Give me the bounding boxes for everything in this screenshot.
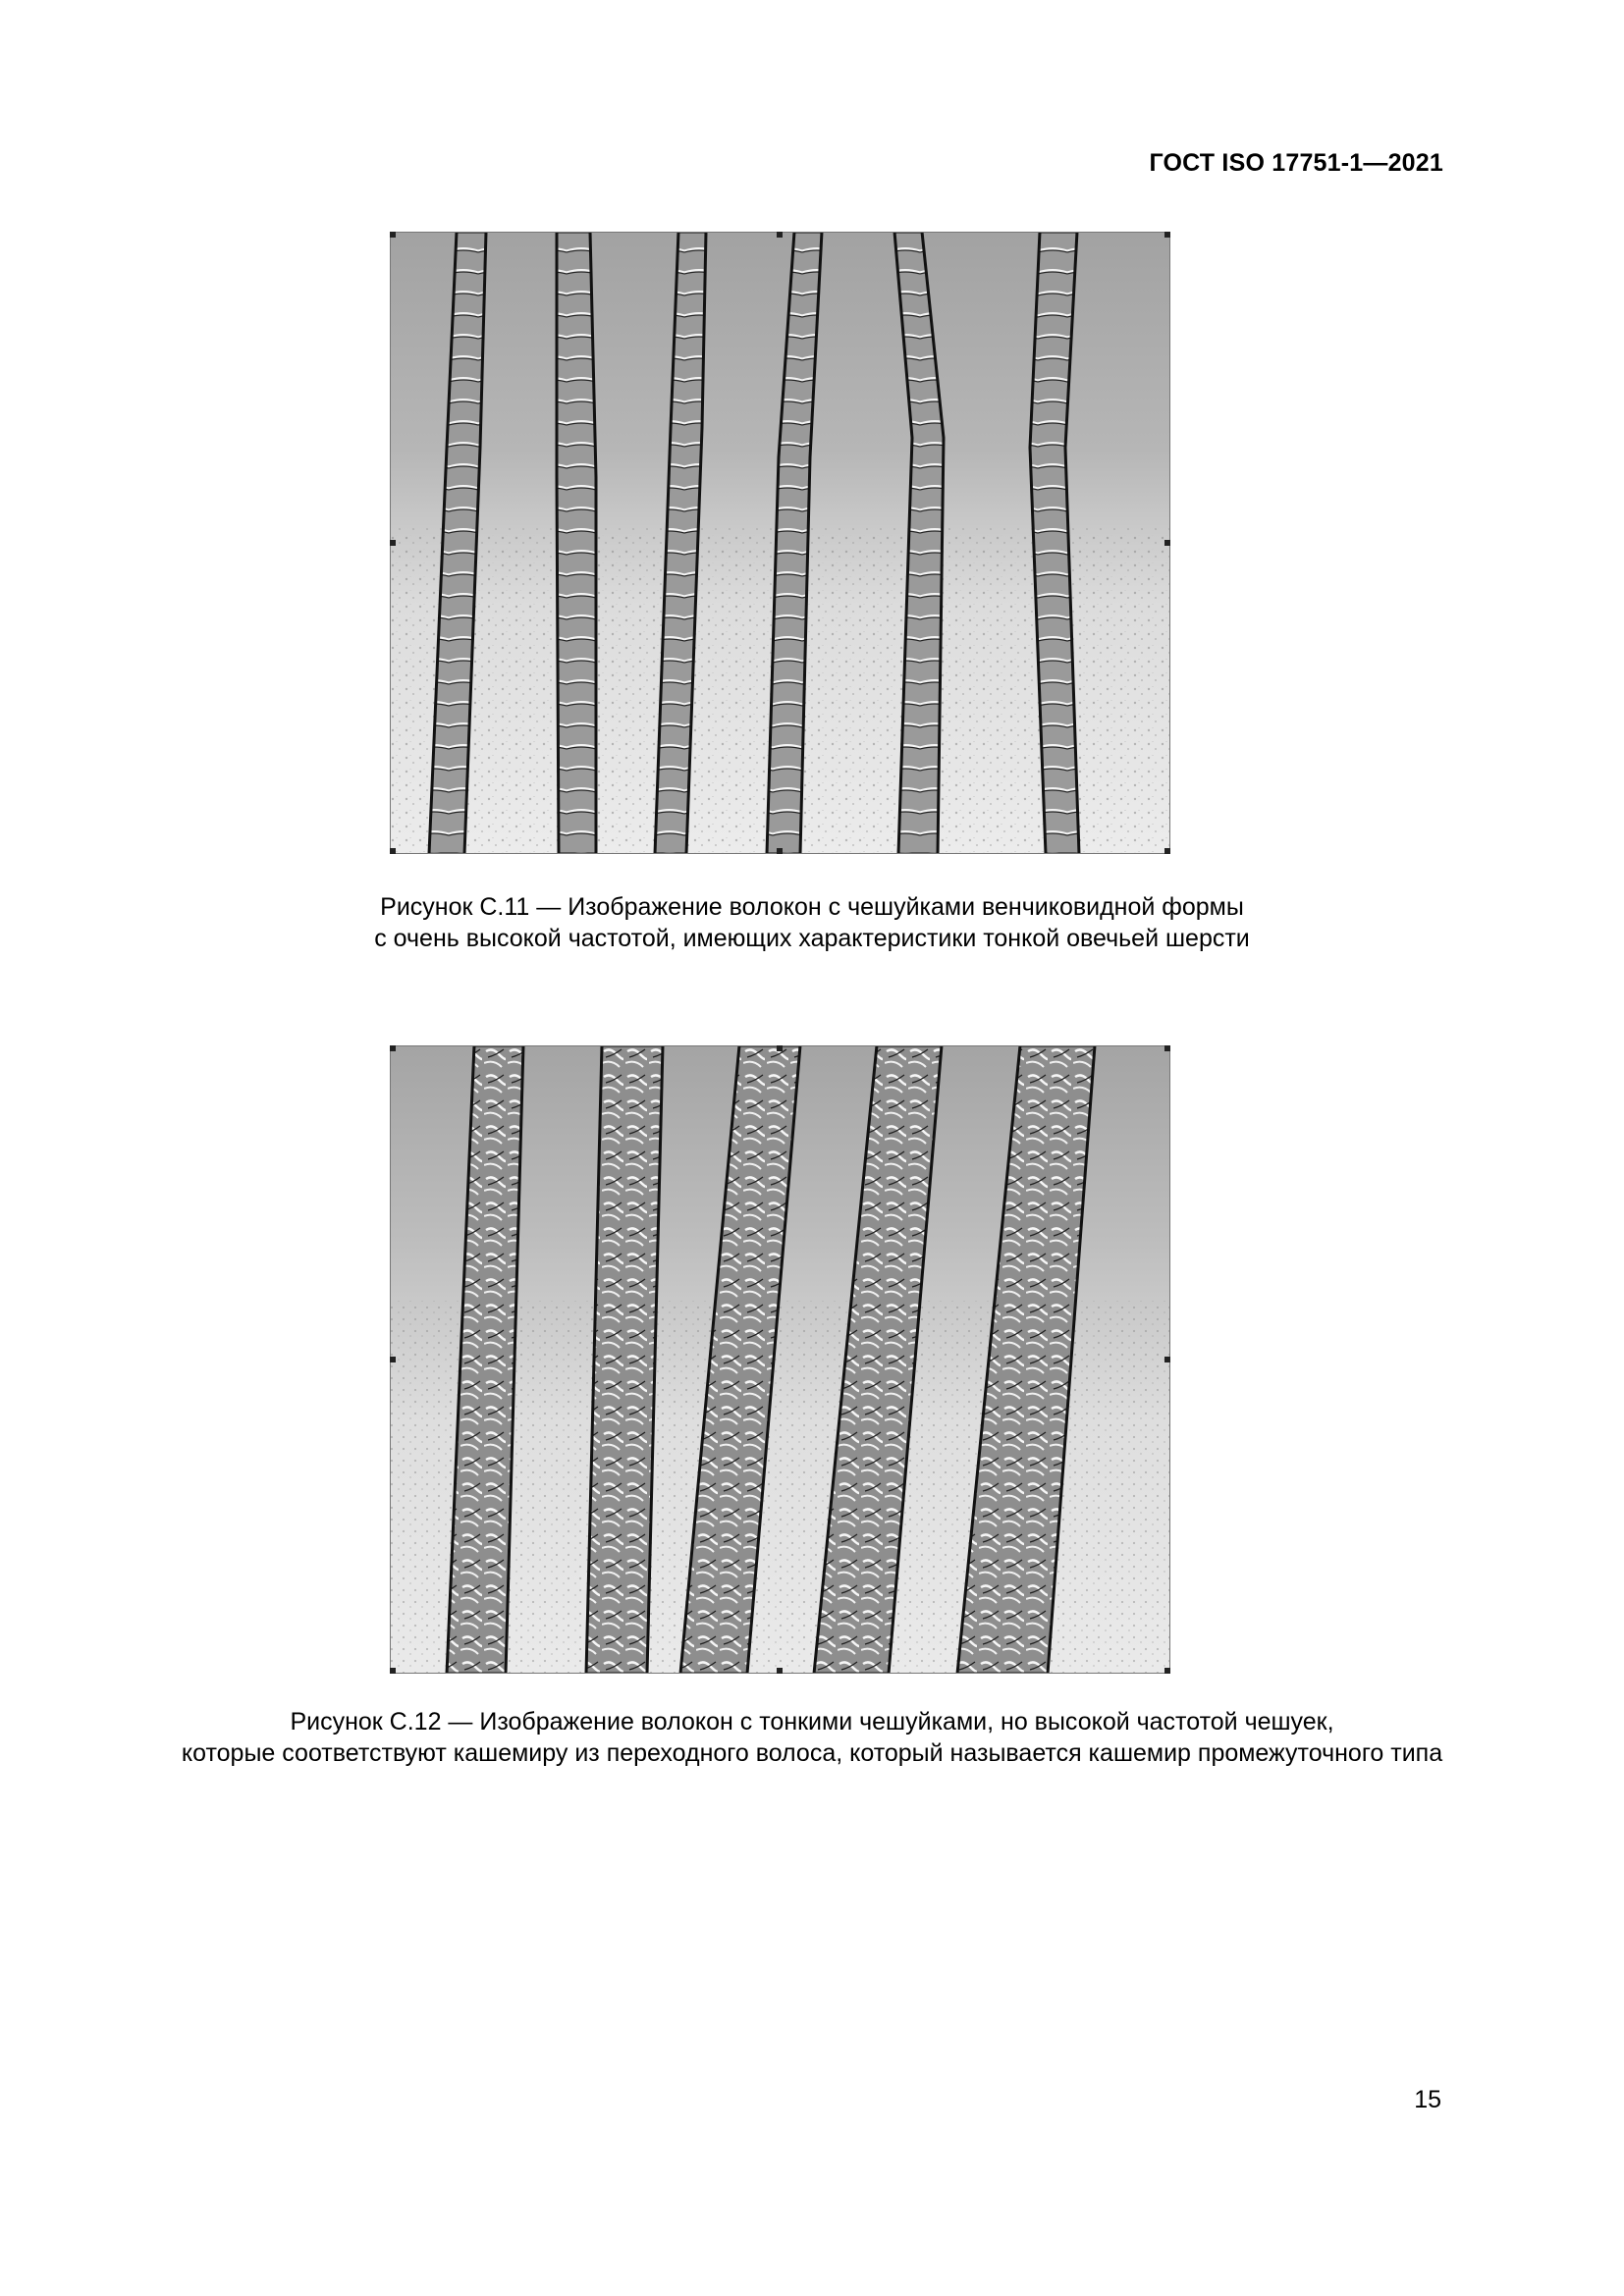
caption-line: Рисунок С.12 — Изображение волокон с тонкими чешуйками, но высокой частотой чешуек, xyxy=(290,1708,1334,1735)
figure-c11-image xyxy=(390,232,1170,854)
caption-line: которые соответствуют кашемиру из переходного волоса, который называется кашемир промежуточного типа xyxy=(181,1739,1443,1767)
page-number: 15 xyxy=(1414,2086,1441,2113)
figure-c12-image xyxy=(390,1045,1170,1674)
caption-line: Рисунок С.11 — Изображение волокон с чешуйками венчиковидной формы xyxy=(380,893,1244,921)
document-header: ГОСТ ISO 17751-1—2021 xyxy=(1149,149,1443,177)
caption-line: с очень высокой частотой, имеющих характеристики тонкой овечьей шерсти xyxy=(374,925,1250,952)
fiber-micrograph-c12 xyxy=(390,1045,1170,1674)
fiber-micrograph-c11 xyxy=(390,232,1170,854)
figure-c12-caption xyxy=(0,1706,1624,1769)
figure-c11-caption xyxy=(0,891,1624,954)
